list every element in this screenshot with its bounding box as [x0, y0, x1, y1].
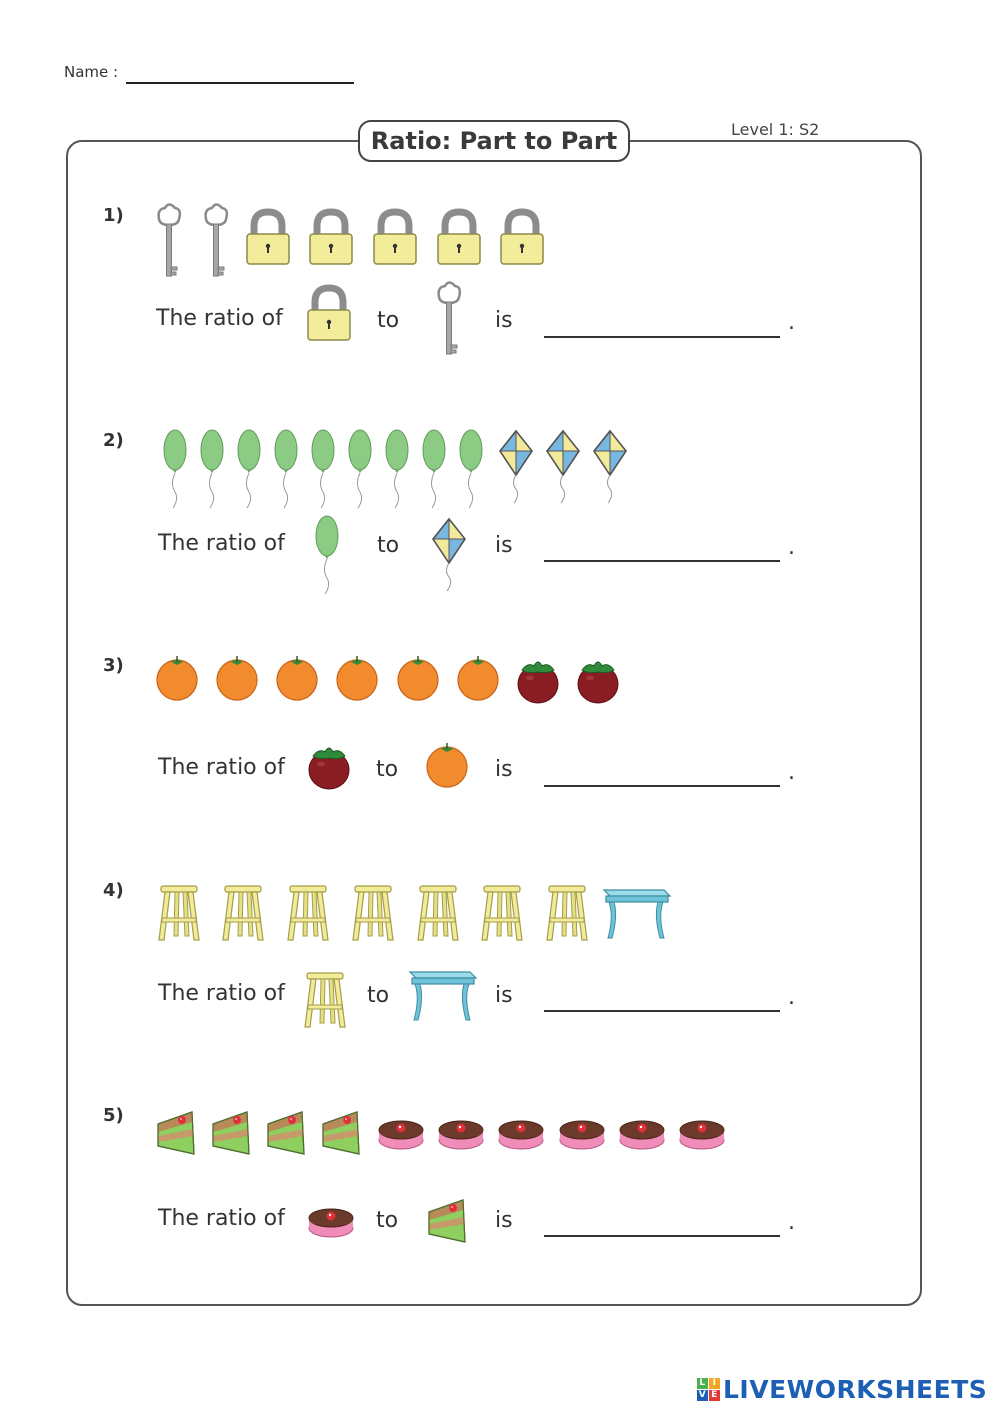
logo-badge-icon	[697, 1378, 720, 1401]
donut-icon	[620, 1121, 664, 1149]
question-suffix: is	[495, 983, 513, 1008]
stool-icon	[288, 886, 328, 940]
balloon-icon	[349, 430, 371, 508]
question-mid: to	[376, 1208, 399, 1233]
question-prefix: The ratio of	[158, 755, 285, 780]
orange-icon	[458, 656, 498, 700]
answer-field-3[interactable]	[544, 785, 780, 787]
level-label: Level 1: S2	[731, 120, 820, 139]
mangosteen-icon	[578, 662, 618, 703]
answer-field-4[interactable]	[544, 1010, 780, 1012]
question-number: 4)	[103, 880, 124, 901]
question-mid: to	[367, 983, 390, 1008]
balloon-icon	[460, 430, 482, 508]
orange-icon	[157, 656, 197, 700]
kite-icon	[594, 431, 626, 503]
balloon-icon	[238, 430, 260, 508]
balloon-icon	[423, 430, 445, 508]
question-suffix: is	[495, 1208, 513, 1233]
logo-badge-letter: V	[698, 1390, 707, 1400]
question-prefix: The ratio of	[158, 531, 285, 556]
table-icon	[410, 972, 476, 1020]
padlock-icon	[310, 212, 352, 264]
donut-icon	[499, 1121, 543, 1149]
stool-icon	[418, 886, 458, 940]
donut-icon	[680, 1121, 724, 1149]
logo-text: LIVEWORKSHEETS	[723, 1375, 988, 1404]
cake-slice-icon	[268, 1112, 304, 1154]
padlock-icon	[501, 212, 543, 264]
question-number: 5)	[103, 1105, 124, 1126]
liveworksheets-logo[interactable]	[697, 1375, 987, 1404]
stool-icon	[482, 886, 522, 940]
padlock-icon	[374, 212, 416, 264]
logo-badge-letter: I	[709, 1378, 720, 1389]
padlock-icon	[247, 212, 289, 264]
cake-slice-icon	[213, 1112, 249, 1154]
question-number: 1)	[103, 205, 124, 226]
cake-slice-icon	[158, 1112, 194, 1154]
question-end: .	[788, 1210, 795, 1235]
donut-icon	[439, 1121, 483, 1149]
question-end: .	[788, 310, 795, 335]
answer-field-2[interactable]	[544, 560, 780, 562]
name-label: Name :	[64, 63, 119, 81]
question-suffix: is	[495, 308, 513, 333]
kite-icon	[500, 431, 532, 503]
stool-icon	[159, 886, 199, 940]
key-icon	[159, 205, 180, 277]
answer-field-5[interactable]	[544, 1235, 780, 1237]
padlock-icon	[438, 212, 480, 264]
orange-icon	[217, 656, 257, 700]
logo-badge-letter: E	[709, 1390, 720, 1401]
padlock-icon	[308, 288, 350, 340]
mangosteen-icon	[518, 662, 558, 703]
question-suffix: is	[495, 757, 513, 782]
table-icon	[604, 890, 670, 938]
question-mid: to	[376, 757, 399, 782]
mangosteen-icon	[309, 748, 349, 789]
page-title: Ratio: Part to Part	[358, 120, 630, 162]
orange-icon	[427, 743, 467, 787]
orange-icon	[398, 656, 438, 700]
key-icon	[206, 205, 227, 277]
kite-icon	[433, 519, 465, 591]
answer-field-1[interactable]	[544, 336, 780, 338]
question-prefix: The ratio of	[158, 981, 285, 1006]
donut-icon	[309, 1209, 353, 1237]
key-icon	[439, 283, 460, 355]
balloon-icon	[316, 516, 338, 594]
question-end: .	[788, 985, 795, 1010]
donut-icon	[379, 1121, 423, 1149]
question-end: .	[788, 535, 795, 560]
stool-icon	[223, 886, 263, 940]
question-number: 2)	[103, 430, 124, 451]
logo-badge-letter: L	[697, 1378, 708, 1389]
donut-icon	[560, 1121, 604, 1149]
balloon-icon	[201, 430, 223, 508]
balloon-icon	[312, 430, 334, 508]
orange-icon	[277, 656, 317, 700]
question-number: 3)	[103, 655, 124, 676]
question-prefix: The ratio of	[158, 1206, 285, 1231]
orange-icon	[337, 656, 377, 700]
balloon-icon	[275, 430, 297, 508]
kite-icon	[547, 431, 579, 503]
question-mid: to	[377, 308, 400, 333]
stool-icon	[305, 973, 345, 1027]
balloon-icon	[386, 430, 408, 508]
cake-slice-icon	[323, 1112, 359, 1154]
cake-slice-icon	[429, 1200, 465, 1242]
question-end: .	[788, 760, 795, 785]
question-suffix: is	[495, 533, 513, 558]
stool-icon	[353, 886, 393, 940]
stool-icon	[547, 886, 587, 940]
balloon-icon	[164, 430, 186, 508]
question-mid: to	[377, 533, 400, 558]
question-prefix: The ratio of	[156, 306, 283, 331]
